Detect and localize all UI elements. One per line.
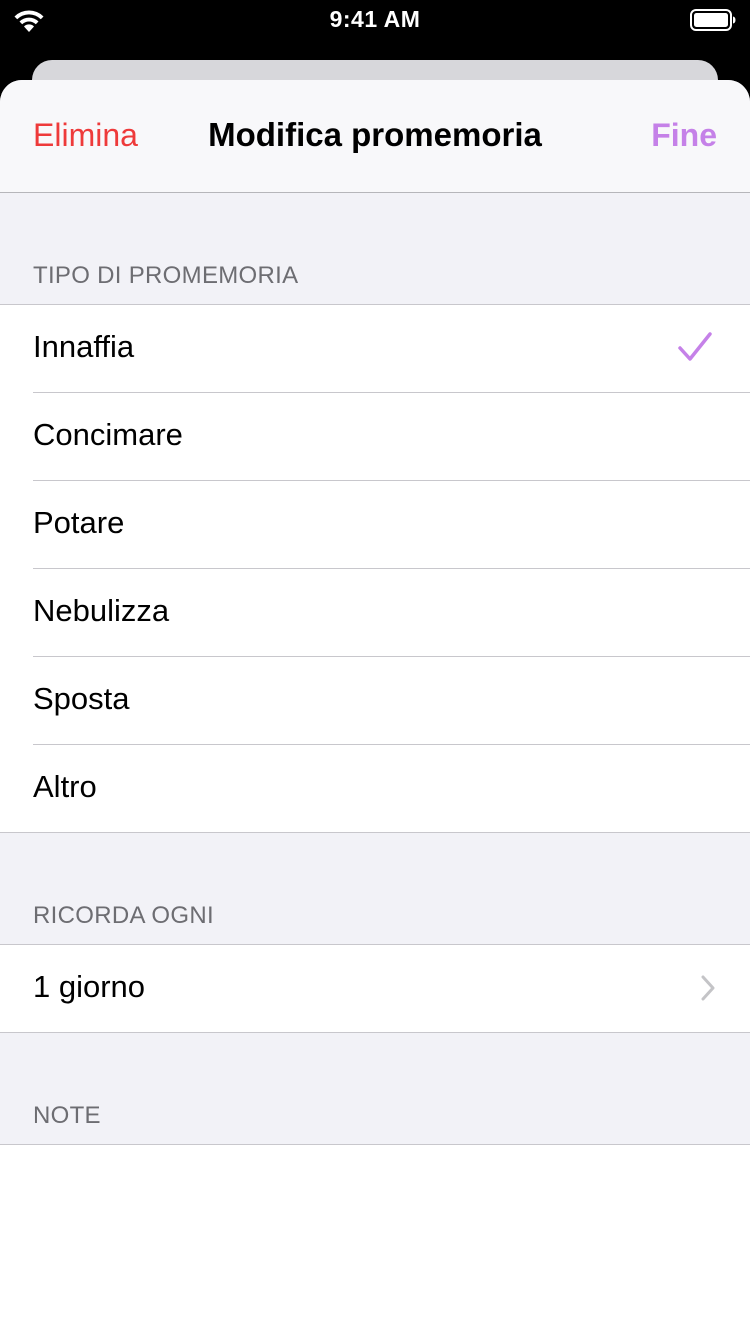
notes-field[interactable] xyxy=(0,1144,750,1334)
option-label: Innaffia xyxy=(33,329,135,364)
section-header-repeat xyxy=(0,833,750,944)
reminder-option-innaffia[interactable] xyxy=(0,305,750,392)
option-label: Nebulizza xyxy=(33,593,170,628)
repeat-list xyxy=(0,944,750,1033)
battery-icon xyxy=(690,9,736,31)
reminder-option-potare[interactable] xyxy=(0,480,750,568)
status-time: 9:41 AM xyxy=(329,6,421,32)
done-button[interactable]: Fine xyxy=(651,117,717,153)
option-label: Potare xyxy=(33,505,125,540)
section-header-reminder-type xyxy=(0,193,750,304)
reminder-option-nebulizza[interactable] xyxy=(0,568,750,656)
option-label: Sposta xyxy=(33,681,130,716)
reminder-option-sposta[interactable] xyxy=(0,656,750,744)
option-label: Altro xyxy=(33,769,97,804)
chevron-right-icon xyxy=(700,975,716,1001)
option-label: Concimare xyxy=(33,417,183,452)
repeat-interval-row[interactable] xyxy=(0,945,750,1032)
navigation-bar xyxy=(0,80,750,193)
section-header-label: NOTE xyxy=(33,1102,101,1129)
modal-sheet xyxy=(0,80,750,1334)
status-bar xyxy=(0,0,750,40)
reminder-type-list xyxy=(0,304,750,833)
reminder-option-concimare[interactable] xyxy=(0,392,750,480)
section-header-notes xyxy=(0,1033,750,1144)
page-title: Modifica promemoria xyxy=(208,116,542,153)
section-header-label: RICORDA OGNI xyxy=(33,902,214,929)
delete-button[interactable]: Elimina xyxy=(33,117,138,153)
checkmark-icon xyxy=(678,331,712,363)
section-header-label: TIPO DI PROMEMORIA xyxy=(33,262,299,289)
repeat-interval-value: 1 giorno xyxy=(33,969,146,1004)
reminder-option-altro[interactable] xyxy=(0,744,750,832)
